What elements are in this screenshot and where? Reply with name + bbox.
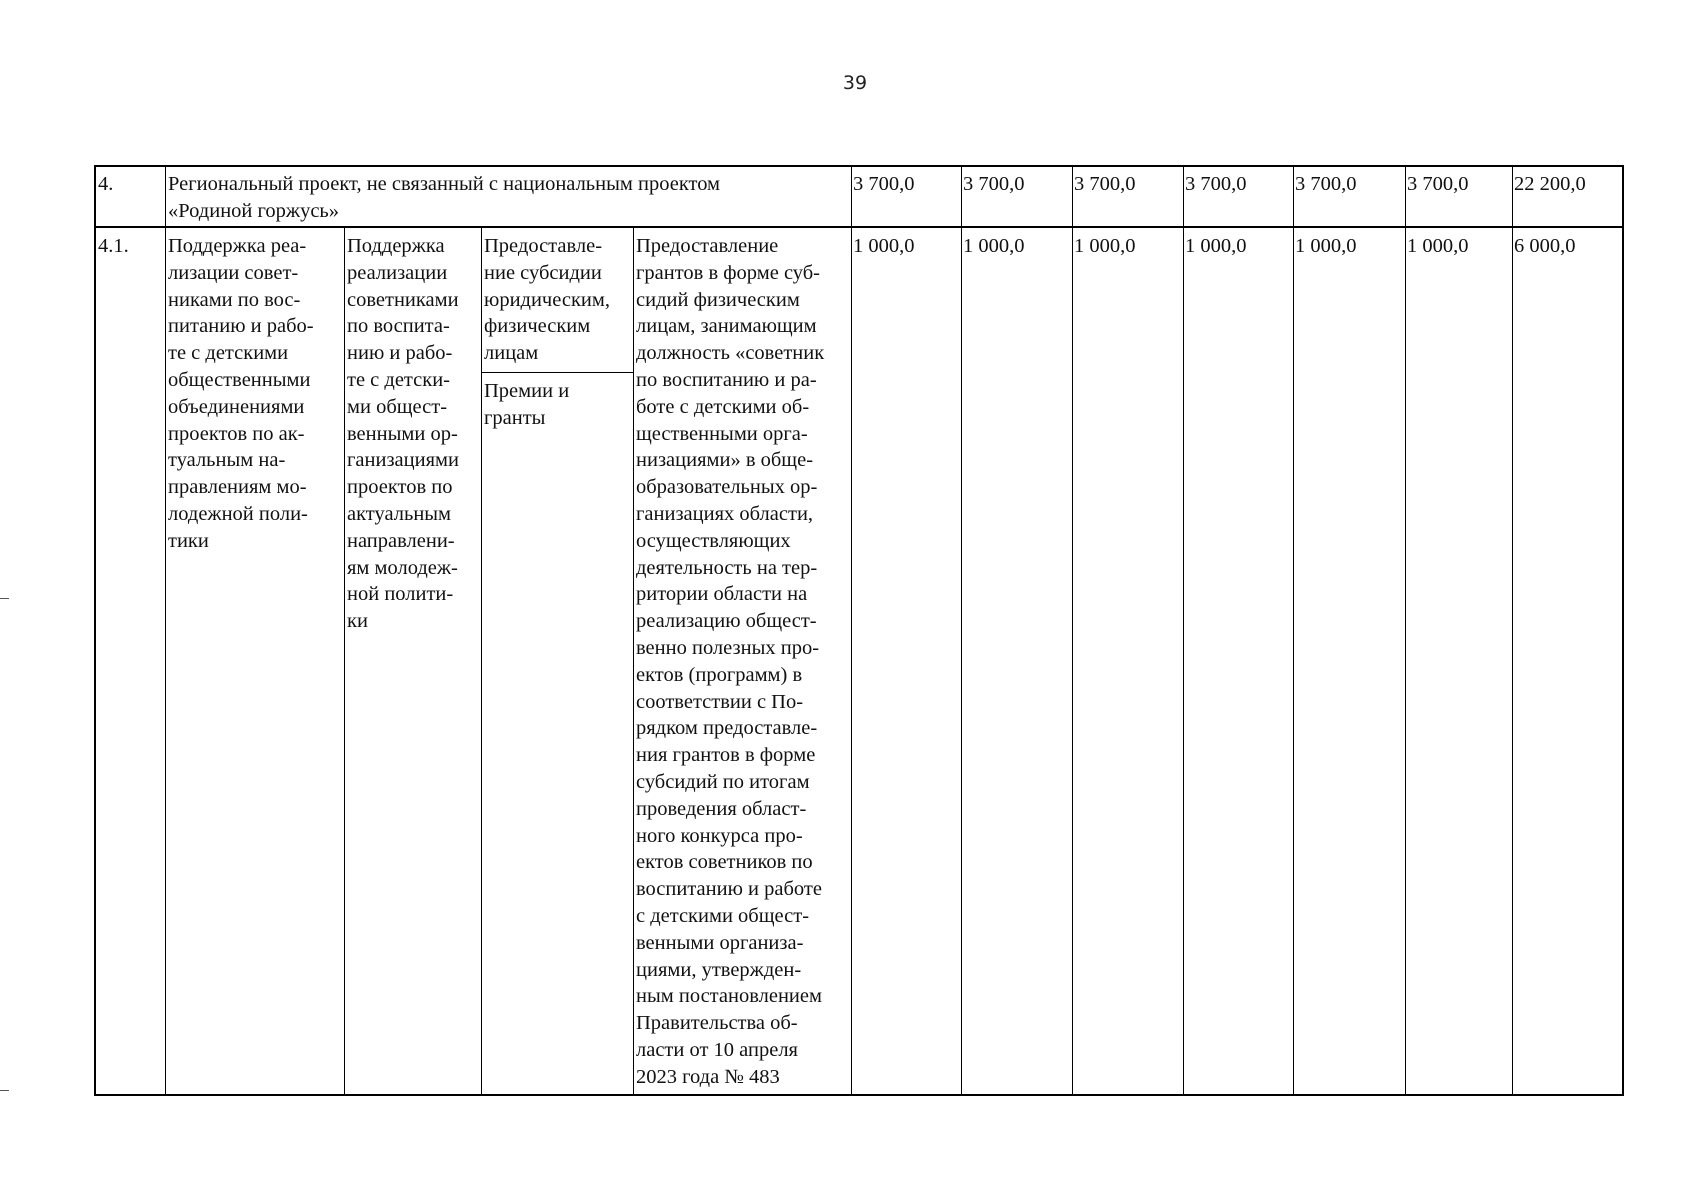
amount-cell: 1 000,0 <box>1407 235 1469 257</box>
amount-cell: 1 000,0 <box>1295 235 1357 257</box>
result-name: Поддержка реализации советниками по воспита- нию и рабо- те с детски- ми общест- венными ор- ганизациями проектов по актуальным направлени- ям молодеж- ной полити- ки <box>347 235 459 633</box>
scan-edge-mark <box>0 598 9 599</box>
row-title: Региональный проект, не связанный с национальным проектом «Родиной горжусь» <box>168 173 721 222</box>
event-name: Поддержка реа- лизации совет- никами по вос- питанию и рабо- те с детскими общественными объединениями проектов по ак- туальным на- правлениям мо- лодежной поли- тики <box>168 235 314 552</box>
row-number: 4.1. <box>98 235 129 257</box>
table-border-bottom <box>94 1094 1624 1096</box>
amount-cell: 3 700,0 <box>1074 173 1136 195</box>
amount-cell: 3 700,0 <box>963 173 1025 195</box>
budget-table <box>94 165 1624 1097</box>
amount-cell: 3 700,0 <box>853 173 915 195</box>
amount-cell: 3 700,0 <box>1407 173 1469 195</box>
total-cell: 6 000,0 <box>1514 235 1576 257</box>
column-divider <box>1405 165 1406 1096</box>
amount-cell: 1 000,0 <box>963 235 1025 257</box>
row-divider <box>94 226 1624 228</box>
column-divider <box>344 227 345 1096</box>
subcell-divider <box>481 372 633 373</box>
amount-cell: 1 000,0 <box>853 235 915 257</box>
expense-subtype: Премии и гранты <box>484 380 570 429</box>
column-divider <box>961 165 962 1096</box>
row-number: 4. <box>98 173 114 195</box>
column-divider <box>481 227 482 1096</box>
amount-cell: 3 700,0 <box>1185 173 1247 195</box>
expense-type: Предоставле- ние субсидии юридическим, физическим лицам <box>484 235 610 365</box>
table-border-right <box>1622 165 1624 1096</box>
column-divider <box>1072 165 1073 1096</box>
table-border-top <box>94 165 1624 167</box>
column-divider <box>851 165 852 1096</box>
column-divider <box>1293 165 1294 1096</box>
page-number: 39 <box>842 72 868 94</box>
scan-edge-mark <box>0 1090 9 1091</box>
column-divider <box>1183 165 1184 1096</box>
table-border-left <box>94 165 96 1096</box>
amount-cell: 3 700,0 <box>1295 173 1357 195</box>
description: Предоставление грантов в форме суб- сидий физическим лицам, занимающим должность «советник по воспитанию и ра- боте с детскими об- щественными орга- низациями» в обще- образовательных ор- ганизациях области, осуществляющих деятельность на тер- ритории области на реализацию общест- венно полезных про- ектов (программ) в соответствии с По- рядком предоставле- ния грантов в форме субсидий по итогам проведения област- ного конкурса про- ектов советников по воспитанию и работе с детскими общест- венными организа- циями, утвержден- ным постановлением Правительства об- ласти от 10 апреля 2023 года № 483 <box>636 235 825 1088</box>
column-divider <box>633 227 634 1096</box>
column-divider <box>1512 165 1513 1096</box>
column-divider <box>165 165 166 1096</box>
amount-cell: 1 000,0 <box>1074 235 1136 257</box>
amount-cell: 1 000,0 <box>1185 235 1247 257</box>
total-cell: 22 200,0 <box>1514 173 1586 195</box>
